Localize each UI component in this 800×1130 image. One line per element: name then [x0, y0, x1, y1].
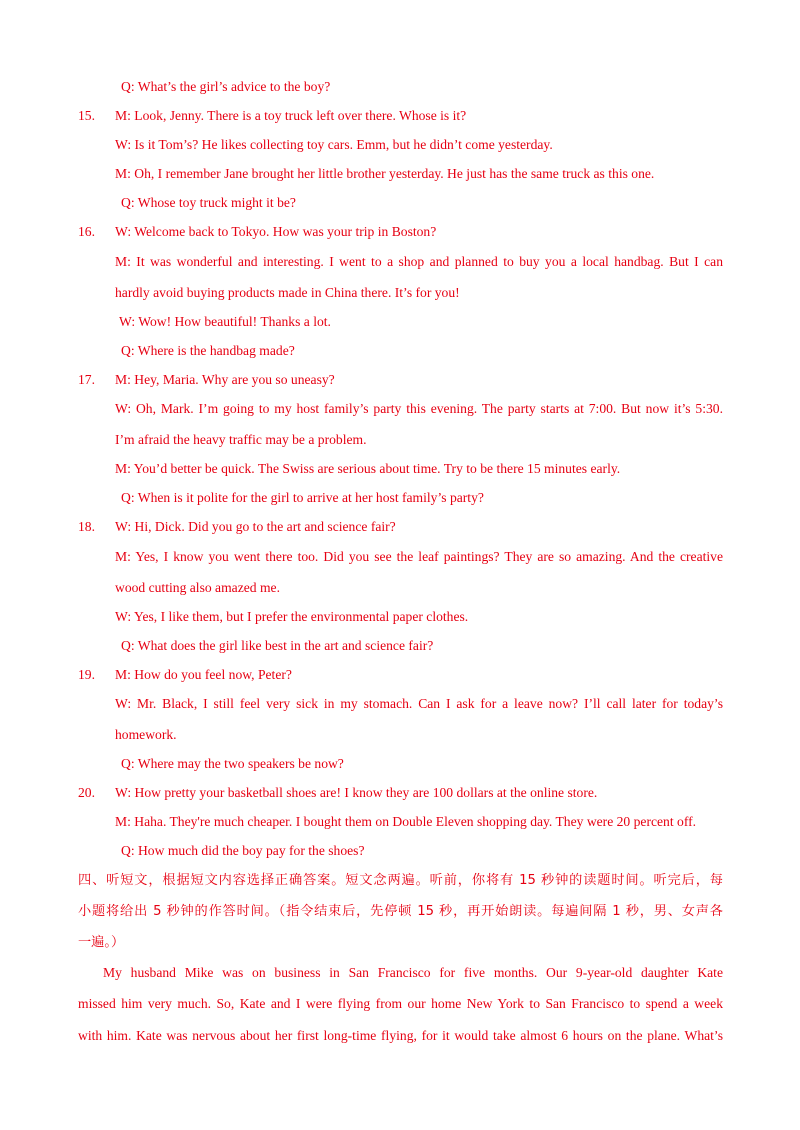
- dialogue-line: W: Hi, Dick. Did you go to the art and science fair?: [115, 519, 396, 534]
- dialogue-line: M: Yes, I know you went there too. Did you see the leaf paintings? They are so amazing. And the creative: [115, 549, 723, 564]
- item-number: 16.: [78, 224, 95, 239]
- dialogue-line: M: How do you feel now, Peter?: [115, 667, 292, 682]
- dialogue-line: M: You’d better be quick. The Swiss are serious about time. Try to be there 15 minutes early.: [115, 461, 621, 476]
- passage-text: My husband Mike was on business in San Francisco for five months. Our 9-year-old daughter Kate: [103, 965, 723, 980]
- passage-text: with him. Kate was nervous about her first long-time flying, for it would take almost 6 hours on the plane. What’s: [78, 1028, 723, 1043]
- question-text: Q: Whose toy truck might it be?: [121, 195, 296, 210]
- dialogue-line: W: Is it Tom’s? He likes collecting toy cars. Emm, but he didn’t come yesterday.: [115, 137, 553, 152]
- dialogue-line: M: Look, Jenny. There is a toy truck left over there. Whose is it?: [115, 108, 467, 123]
- instruction-text: 小题将给出 5 秒钟的作答时间。（指令结束后，先停顿 15 秒，再开始朗读。每遍间隔 1 秒，男、女声各: [78, 904, 723, 919]
- dialogue-line: W: Wow! How beautiful! Thanks a lot.: [119, 314, 331, 329]
- question-text: Q: Where is the handbag made?: [121, 343, 295, 358]
- dialogue-line: M: Hey, Maria. Why are you so uneasy?: [115, 372, 335, 387]
- dialogue-line: I’m afraid the heavy traffic may be a problem.: [115, 432, 367, 447]
- item-number: 17.: [78, 372, 95, 387]
- item-number: 18.: [78, 519, 95, 534]
- dialogue-line: W: Yes, I like them, but I prefer the environmental paper clothes.: [115, 609, 469, 624]
- dialogue-line: W: How pretty your basketball shoes are! I know they are 100 dollars at the online store.: [115, 785, 598, 800]
- dialogue-line: W: Oh, Mark. I’m going to my host family’s party this evening. The party starts at 7:00. But now it’s 5:30.: [115, 401, 723, 416]
- question-text: Q: How much did the boy pay for the shoes?: [121, 843, 365, 858]
- passage-text: missed him very much. So, Kate and I were flying from our home New York to San Francisco to spend a week: [78, 996, 723, 1011]
- item-number: 19.: [78, 667, 95, 682]
- question-text: Q: Where may the two speakers be now?: [121, 756, 344, 771]
- dialogue-line: W: Welcome back to Tokyo. How was your trip in Boston?: [115, 224, 437, 239]
- dialogue-line: wood cutting also amazed me.: [115, 580, 280, 595]
- dialogue-line: homework.: [115, 727, 177, 742]
- dialogue-line: M: It was wonderful and interesting. I went to a shop and planned to buy you a local handbag. But I can: [115, 254, 723, 269]
- question-text: Q: What does the girl like best in the art and science fair?: [121, 638, 434, 653]
- item-number: 15.: [78, 108, 95, 123]
- dialogue-line: M: Haha. They're much cheaper. I bought them on Double Eleven shopping day. They were 20 percent off.: [115, 814, 697, 829]
- item-number: 20.: [78, 785, 95, 800]
- dialogue-line: W: Mr. Black, I still feel very sick in my stomach. Can I ask for a leave now? I’ll call later for today’s: [115, 696, 723, 711]
- instruction-text: 一遍。）: [78, 935, 125, 950]
- question-text: Q: What’s the girl’s advice to the boy?: [121, 79, 331, 94]
- question-text: Q: When is it polite for the girl to arrive at her host family’s party?: [121, 490, 484, 505]
- dialogue-line: hardly avoid buying products made in China there. It’s for you!: [115, 285, 460, 300]
- instruction-text: 四、听短文，根据短文内容选择正确答案。短文念两遍。听前，你将有 15 秒钟的读题时间。听完后，每: [78, 873, 723, 888]
- dialogue-line: M: Oh, I remember Jane brought her little brother yesterday. He just has the same truck as this one.: [115, 166, 655, 181]
